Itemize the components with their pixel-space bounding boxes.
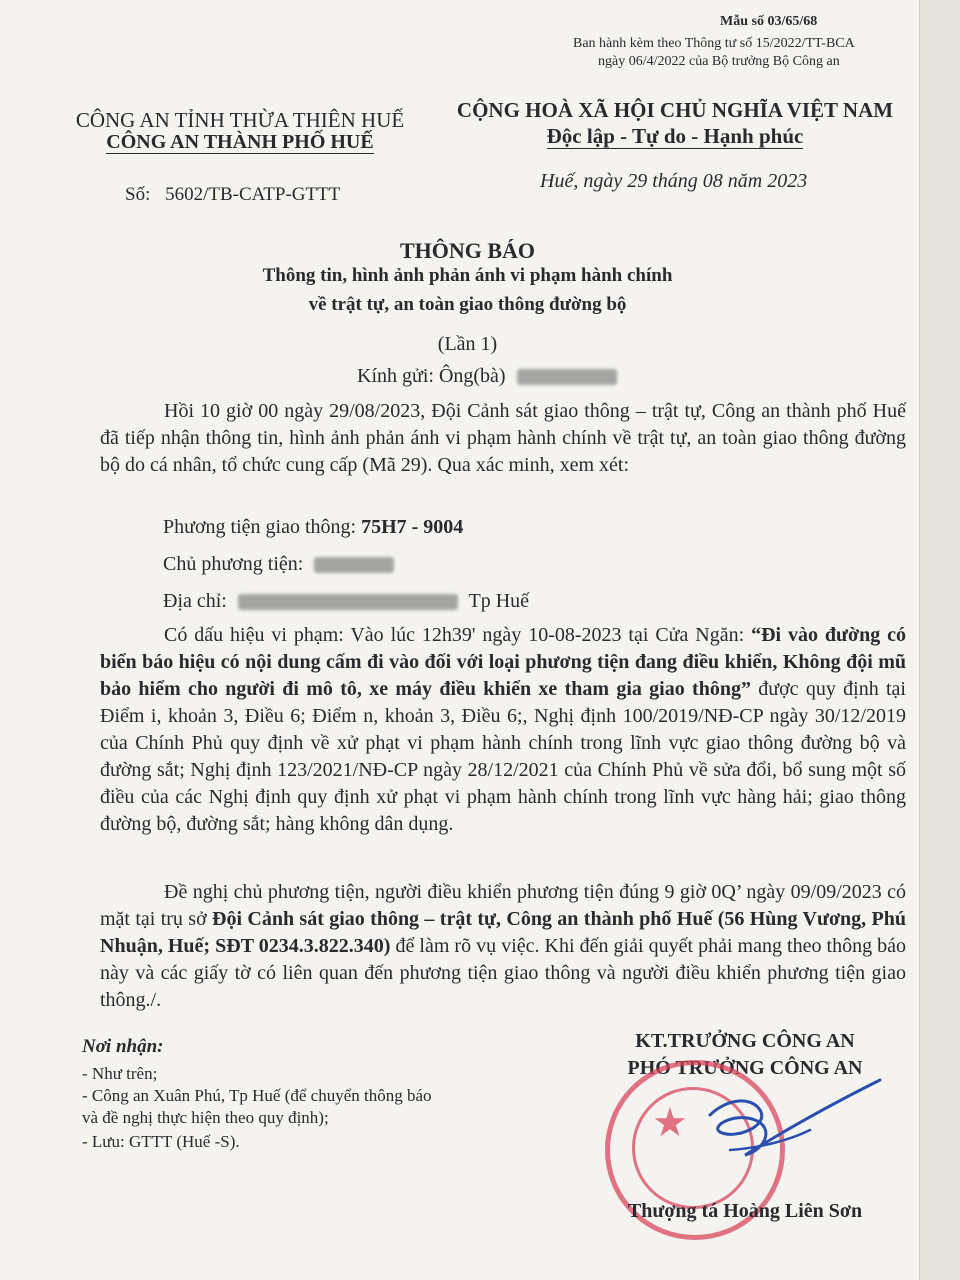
request-paragraph: Đề nghị chủ phương tiện, người điều khiển phương tiện đúng 9 giờ 0Q’ ngày 09/09/2023 có mặt tại trụ sở Đội Cảnh sát giao thông – trật tự, Công an thành phố Huế (56 Hùng Vương, Phú Nhuận, Huế; SĐT 0234.3.822.340) để làm rõ vụ việc. Khi đến giải quyết phải mang theo thông báo này và các giấy tờ có liên quan đến phương tiện giao thông và người điều khiển phương tiện giao thông./. xyxy=(100,881,907,1011)
notice-subtitle-2: về trật tự, an toàn giao thông đường bộ xyxy=(308,294,627,315)
owner-line xyxy=(163,553,394,576)
recipients-line-4: - Lưu: GTTT (Huế -S). xyxy=(82,1132,240,1151)
violation-description: “Đi vào đường có biển báo hiệu có nội dung cấm đi vào đối với loại phương tiện đang điều khiển, Không đội mũ bảo hiểm cho người đi mô tô, xe máy điều khiển xe tham gia giao thông” xyxy=(100,624,906,700)
vehicle-plate: 75H7 - 9004 xyxy=(361,516,464,538)
place-date: Huế, ngày 29 tháng 08 năm 2023 xyxy=(540,170,808,192)
nation-title: CỘNG HOÀ XÃ HỘI CHỦ NGHĨA VIỆT NAM xyxy=(456,98,894,122)
notice-round: (Lần 1) xyxy=(437,333,498,355)
notice-title: THÔNG BÁO xyxy=(399,238,536,263)
address-line xyxy=(163,590,529,613)
recipients-line-2: - Công an Xuân Phú, Tp Huế (để chuyển thông báo xyxy=(82,1086,432,1105)
intro-paragraph: Hồi 10 giờ 00 ngày 29/08/2023, Đội Cảnh sát giao thông – trật tự, Công an thành phố Huế đã tiếp nhận thông tin, hình ảnh phản ánh vi phạm hành chính về trật tự, an toàn giao thông đường bộ do cá nhân, tổ chức cung cấp (Mã 29). Qua xác minh, xem xét: xyxy=(100,400,906,476)
redacted-name xyxy=(517,369,617,385)
recipient-label: Kính gửi: Ông(bà) xyxy=(357,365,506,387)
recipient-line xyxy=(357,365,617,388)
official-seal: ★ xyxy=(605,1060,785,1240)
handwritten-signature xyxy=(560,1060,900,1210)
vehicle-label: Phương tiện giao thông: xyxy=(163,516,357,538)
form-code: Mẫu số 03/65/68 xyxy=(720,14,818,29)
signature-role-1: KT.TRƯỞNG CÔNG AN xyxy=(635,1030,855,1052)
motto: Độc lập - Tự do - Hạnh phúc xyxy=(546,124,804,148)
redacted-owner xyxy=(314,557,394,573)
agency-name: CÔNG AN TỈNH THỪA THIÊN HUẾ xyxy=(75,108,405,132)
signer-name: Thượng tá Hoàng Liên Sơn xyxy=(627,1200,863,1222)
signature-role-2: PHÓ TRƯỞNG CÔNG AN xyxy=(627,1057,863,1079)
address-label: Địa chỉ: xyxy=(163,590,227,612)
recipients-title: Nơi nhận: xyxy=(82,1036,164,1057)
background-page-edge xyxy=(919,0,960,1280)
recipients-line-1: - Như trên; xyxy=(82,1064,158,1083)
notice-subtitle-1: Thông tin, hình ảnh phản ánh vi phạm hành chính xyxy=(262,265,673,286)
violation-paragraph: Có dấu hiệu vi phạm: Vào lúc 12h39' ngày 10-08-2023 tại Cửa Ngăn: “Đi vào đường có biển báo hiệu có nội dung cấm đi vào đối với loại phương tiện đang điều khiển, Không đội mũ bảo hiểm cho người đi mô tô, xe máy điều khiển xe tham gia giao thông” được quy định tại Điểm i, khoản 3, Điều 6; Điểm n, khoản 3, Điều 6;, Nghị định 100/2019/NĐ-CP ngày 30/12/2019 của Chính Phủ quy định về xử phạt vi phạm hành chính trong lĩnh vực giao thông đường bộ và đường sắt; Nghị định 123/2021/NĐ-CP ngày 28/12/2021 của Chính Phủ về sửa đổi, bổ sung một số điều của các Nghị định quy định xử phạt vi phạm hành chính trong lĩnh vực hàng hải; giao thông đường bộ, đường sắt; hàng không dân dụng. xyxy=(100,624,906,835)
unit-name: CÔNG AN THÀNH PHỐ HUẾ xyxy=(106,131,374,153)
number-label: Số: xyxy=(125,184,151,205)
office-address: Đội Cảnh sát giao thông – trật tự, Công an thành phố Huế (56 Hùng Vương, Phú Nhuận, Huế; SĐT 0234.3.822.340) xyxy=(100,908,906,957)
number-value: 5602/TB-CATP-GTTT xyxy=(165,184,341,205)
owner-label: Chủ phương tiện: xyxy=(163,553,304,575)
recipients-line-3: và đề nghị thực hiện theo quy định); xyxy=(82,1108,329,1127)
form-issued-line1: Ban hành kèm theo Thông tư số 15/2022/TT-BCA xyxy=(573,36,855,51)
address-suffix: Tp Huế xyxy=(468,590,530,612)
form-issued-line2: ngày 06/4/2022 của Bộ trưởng Bộ Công an xyxy=(598,54,840,69)
document-number xyxy=(125,184,340,206)
redacted-address xyxy=(238,594,458,610)
vehicle-line xyxy=(163,516,463,539)
